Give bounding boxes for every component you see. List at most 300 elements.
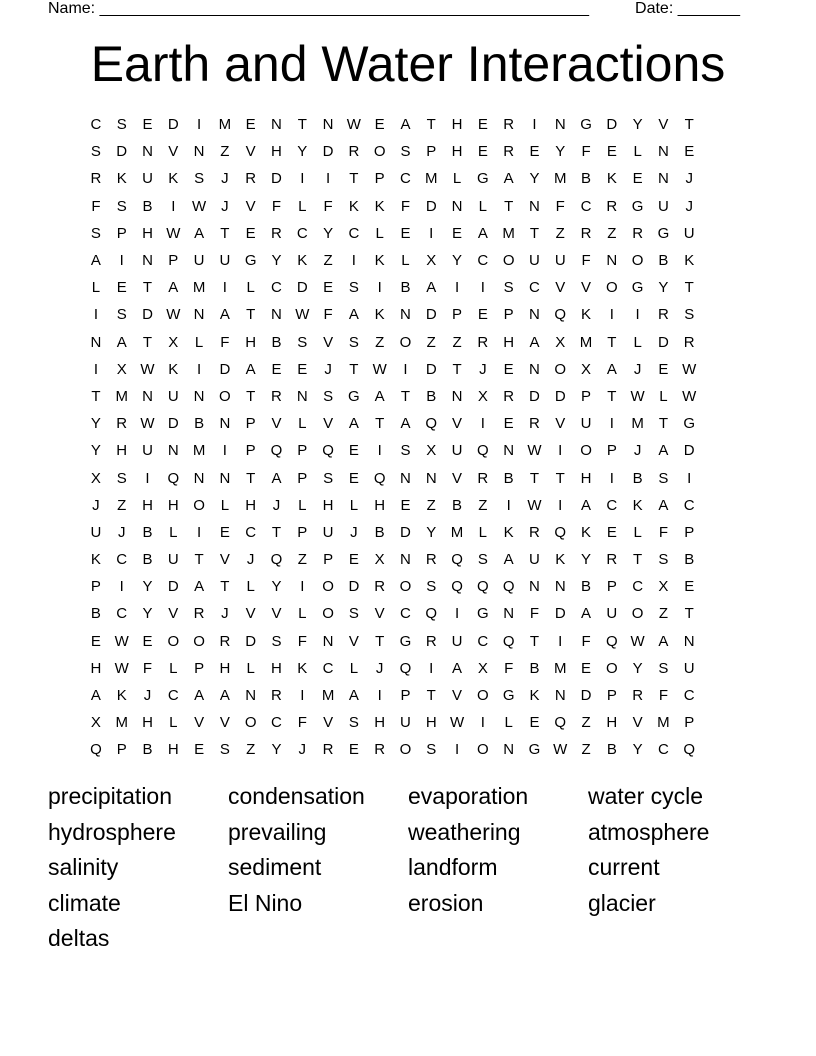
- grid-letter[interactable]: H: [606, 714, 618, 732]
- grid-letter[interactable]: D: [296, 279, 308, 297]
- grid-letter[interactable]: R: [529, 415, 540, 433]
- grid-letter[interactable]: W: [630, 387, 645, 405]
- grid-letter[interactable]: K: [632, 496, 643, 514]
- grid-letter[interactable]: I: [145, 469, 150, 487]
- grid-letter[interactable]: A: [168, 279, 179, 297]
- grid-letter[interactable]: I: [197, 523, 202, 541]
- grid-letter[interactable]: N: [193, 306, 205, 324]
- grid-letter[interactable]: P: [297, 469, 308, 487]
- grid-letter[interactable]: H: [322, 496, 334, 514]
- grid-letter[interactable]: Q: [477, 442, 489, 460]
- grid-letter[interactable]: S: [348, 279, 359, 297]
- grid-letter[interactable]: T: [684, 116, 694, 134]
- grid-letter[interactable]: I: [558, 442, 563, 460]
- grid-letter[interactable]: V: [581, 279, 592, 297]
- grid-letter[interactable]: Z: [555, 224, 565, 242]
- grid-letter[interactable]: S: [426, 578, 437, 596]
- grid-letter[interactable]: A: [581, 496, 592, 514]
- grid-letter[interactable]: I: [222, 442, 227, 460]
- grid-letter[interactable]: Y: [142, 605, 153, 623]
- grid-letter[interactable]: H: [245, 496, 257, 514]
- grid-letter[interactable]: D: [554, 605, 566, 623]
- grid-letter[interactable]: T: [607, 387, 617, 405]
- grid-letter[interactable]: T: [529, 469, 540, 487]
- grid-letter[interactable]: Z: [375, 333, 385, 351]
- grid-letter[interactable]: L: [349, 659, 359, 677]
- grid-letter[interactable]: A: [219, 687, 230, 705]
- grid-letter[interactable]: W: [114, 659, 129, 677]
- grid-letter[interactable]: Q: [477, 578, 489, 596]
- grid-letter[interactable]: B: [684, 551, 695, 569]
- grid-letter[interactable]: P: [116, 741, 127, 759]
- grid-letter[interactable]: X: [116, 360, 127, 378]
- grid-letter[interactable]: Y: [271, 741, 282, 759]
- grid-letter[interactable]: E: [452, 224, 463, 242]
- grid-letter[interactable]: N: [503, 741, 515, 759]
- grid-letter[interactable]: R: [116, 415, 128, 433]
- grid-letter[interactable]: K: [168, 170, 179, 188]
- grid-letter[interactable]: V: [323, 714, 334, 732]
- grid-letter[interactable]: I: [454, 605, 460, 623]
- grid-letter[interactable]: W: [295, 306, 310, 324]
- grid-letter[interactable]: G: [477, 605, 489, 623]
- grid-letter[interactable]: S: [658, 659, 669, 677]
- grid-letter[interactable]: D: [167, 415, 179, 433]
- grid-letter[interactable]: L: [298, 605, 307, 623]
- grid-letter[interactable]: E: [348, 469, 359, 487]
- grid-letter[interactable]: S: [194, 170, 205, 188]
- grid-letter[interactable]: C: [348, 224, 360, 242]
- grid-letter[interactable]: E: [374, 116, 385, 134]
- grid-letter[interactable]: H: [451, 116, 463, 134]
- grid-letter[interactable]: J: [92, 496, 100, 514]
- grid-letter[interactable]: S: [116, 116, 127, 134]
- grid-letter[interactable]: B: [271, 333, 282, 351]
- grid-letter[interactable]: I: [300, 170, 305, 188]
- grid-letter[interactable]: T: [142, 333, 153, 351]
- grid-letter[interactable]: V: [219, 714, 230, 732]
- grid-letter[interactable]: R: [477, 333, 489, 351]
- grid-letter[interactable]: F: [297, 714, 307, 732]
- grid-letter[interactable]: L: [298, 415, 307, 433]
- grid-letter[interactable]: J: [221, 197, 229, 215]
- grid-letter[interactable]: Y: [426, 523, 437, 541]
- grid-letter[interactable]: P: [245, 415, 256, 433]
- grid-letter[interactable]: E: [606, 523, 617, 541]
- grid-letter[interactable]: M: [579, 333, 593, 351]
- grid-letter[interactable]: I: [454, 741, 460, 759]
- grid-letter[interactable]: J: [375, 659, 384, 677]
- grid-letter[interactable]: W: [682, 360, 697, 378]
- grid-letter[interactable]: A: [271, 469, 282, 487]
- grid-letter[interactable]: A: [658, 496, 669, 514]
- grid-letter[interactable]: N: [142, 143, 153, 161]
- grid-letter[interactable]: W: [372, 360, 387, 378]
- date-field[interactable]: Date: _______: [635, 0, 740, 17]
- grid-letter[interactable]: I: [222, 279, 227, 297]
- grid-letter[interactable]: N: [322, 116, 334, 134]
- grid-letter[interactable]: U: [322, 523, 334, 541]
- grid-letter[interactable]: C: [477, 632, 489, 650]
- grid-letter[interactable]: R: [658, 306, 669, 324]
- grid-letter[interactable]: N: [271, 306, 282, 324]
- grid-letter[interactable]: E: [658, 360, 669, 378]
- grid-letter[interactable]: M: [192, 279, 206, 297]
- grid-letter[interactable]: F: [555, 197, 565, 215]
- grid-letter[interactable]: D: [580, 687, 592, 705]
- grid-letter[interactable]: A: [503, 551, 514, 569]
- grid-letter[interactable]: U: [400, 714, 411, 732]
- grid-letter[interactable]: N: [219, 469, 231, 487]
- grid-letter[interactable]: B: [632, 469, 643, 487]
- grid-letter[interactable]: A: [529, 333, 540, 351]
- grid-letter[interactable]: R: [271, 387, 282, 405]
- grid-letter[interactable]: L: [169, 659, 178, 677]
- grid-letter[interactable]: D: [116, 143, 128, 161]
- grid-letter[interactable]: V: [194, 714, 205, 732]
- grid-letter[interactable]: I: [403, 360, 408, 378]
- grid-letter[interactable]: W: [682, 387, 697, 405]
- grid-letter[interactable]: R: [348, 143, 360, 161]
- grid-letter[interactable]: R: [632, 224, 644, 242]
- grid-letter[interactable]: A: [426, 279, 437, 297]
- grid-letter[interactable]: U: [167, 551, 179, 569]
- grid-letter[interactable]: K: [503, 523, 514, 541]
- grid-letter[interactable]: S: [219, 741, 230, 759]
- grid-letter[interactable]: M: [425, 170, 438, 188]
- grid-letter[interactable]: Z: [658, 605, 669, 623]
- grid-letter[interactable]: T: [220, 578, 230, 596]
- grid-letter[interactable]: L: [246, 659, 255, 677]
- grid-letter[interactable]: Z: [117, 496, 127, 514]
- grid-letter[interactable]: E: [684, 578, 695, 596]
- grid-letter[interactable]: X: [658, 578, 669, 596]
- grid-letter[interactable]: I: [377, 442, 382, 460]
- grid-letter[interactable]: B: [581, 578, 592, 596]
- grid-letter[interactable]: I: [480, 415, 485, 433]
- grid-letter[interactable]: A: [348, 687, 359, 705]
- grid-letter[interactable]: T: [297, 116, 307, 134]
- grid-letter[interactable]: L: [478, 523, 488, 541]
- grid-letter[interactable]: E: [477, 306, 488, 324]
- grid-letter[interactable]: Y: [632, 116, 643, 134]
- grid-letter[interactable]: M: [631, 415, 644, 433]
- grid-letter[interactable]: C: [90, 116, 102, 134]
- grid-letter[interactable]: Y: [658, 279, 669, 297]
- grid-letter[interactable]: C: [271, 279, 282, 297]
- grid-letter[interactable]: V: [658, 116, 669, 134]
- grid-letter[interactable]: S: [323, 387, 334, 405]
- grid-letter[interactable]: N: [529, 197, 540, 215]
- grid-letter[interactable]: Q: [399, 659, 412, 677]
- grid-letter[interactable]: T: [375, 415, 385, 433]
- grid-letter[interactable]: P: [400, 687, 411, 705]
- grid-letter[interactable]: Q: [425, 605, 438, 623]
- grid-letter[interactable]: G: [631, 197, 644, 215]
- grid-letter[interactable]: E: [142, 632, 153, 650]
- grid-letter[interactable]: R: [632, 687, 644, 705]
- grid-letter[interactable]: N: [193, 387, 205, 405]
- grid-letter[interactable]: H: [580, 469, 592, 487]
- grid-letter[interactable]: Q: [451, 551, 463, 569]
- grid-letter[interactable]: S: [477, 551, 488, 569]
- grid-letter[interactable]: R: [503, 387, 515, 405]
- grid-letter[interactable]: X: [426, 252, 437, 270]
- grid-letter[interactable]: O: [631, 252, 644, 270]
- grid-letter[interactable]: F: [658, 523, 669, 541]
- grid-letter[interactable]: F: [297, 632, 307, 650]
- grid-letter[interactable]: I: [377, 279, 382, 297]
- grid-letter[interactable]: L: [478, 197, 488, 215]
- grid-letter[interactable]: Z: [478, 496, 488, 514]
- grid-letter[interactable]: U: [683, 224, 695, 242]
- grid-letter[interactable]: Y: [142, 578, 153, 596]
- grid-letter[interactable]: B: [503, 469, 514, 487]
- grid-letter[interactable]: L: [401, 252, 410, 270]
- grid-letter[interactable]: A: [245, 360, 256, 378]
- grid-letter[interactable]: V: [374, 605, 385, 623]
- grid-letter[interactable]: K: [374, 306, 385, 324]
- grid-letter[interactable]: C: [296, 224, 308, 242]
- grid-letter[interactable]: N: [271, 116, 282, 134]
- grid-letter[interactable]: E: [90, 632, 101, 650]
- grid-letter[interactable]: T: [375, 632, 385, 650]
- grid-letter[interactable]: R: [425, 632, 437, 650]
- grid-letter[interactable]: N: [322, 632, 334, 650]
- grid-letter[interactable]: I: [532, 116, 537, 134]
- grid-letter[interactable]: E: [529, 714, 540, 732]
- grid-letter[interactable]: N: [167, 442, 179, 460]
- grid-letter[interactable]: I: [454, 279, 460, 297]
- grid-letter[interactable]: C: [683, 687, 695, 705]
- grid-letter[interactable]: L: [169, 523, 178, 541]
- grid-letter[interactable]: E: [194, 741, 205, 759]
- grid-letter[interactable]: L: [220, 496, 230, 514]
- grid-letter[interactable]: I: [558, 632, 563, 650]
- grid-letter[interactable]: J: [117, 523, 126, 541]
- grid-letter[interactable]: U: [529, 252, 540, 270]
- grid-letter[interactable]: P: [503, 306, 514, 324]
- grid-letter[interactable]: P: [606, 442, 617, 460]
- grid-letter[interactable]: C: [580, 197, 592, 215]
- grid-letter[interactable]: U: [142, 170, 153, 188]
- grid-letter[interactable]: Z: [220, 143, 230, 161]
- grid-letter[interactable]: Q: [554, 306, 567, 324]
- grid-letter[interactable]: N: [90, 333, 102, 351]
- grid-letter[interactable]: W: [449, 714, 465, 732]
- grid-letter[interactable]: K: [297, 252, 308, 270]
- grid-letter[interactable]: F: [658, 687, 669, 705]
- grid-letter[interactable]: D: [554, 387, 566, 405]
- grid-letter[interactable]: K: [581, 523, 592, 541]
- grid-letter[interactable]: S: [348, 714, 359, 732]
- grid-letter[interactable]: N: [219, 415, 231, 433]
- grid-letter[interactable]: Q: [683, 741, 696, 759]
- grid-letter[interactable]: N: [142, 252, 153, 270]
- grid-letter[interactable]: F: [323, 306, 333, 324]
- grid-letter[interactable]: Z: [581, 714, 591, 732]
- grid-letter[interactable]: Y: [90, 442, 101, 460]
- grid-letter[interactable]: T: [658, 415, 669, 433]
- grid-letter[interactable]: A: [194, 224, 205, 242]
- grid-letter[interactable]: F: [220, 333, 230, 351]
- grid-letter[interactable]: Z: [426, 496, 436, 514]
- grid-letter[interactable]: S: [658, 469, 669, 487]
- grid-letter[interactable]: E: [477, 143, 488, 161]
- grid-letter[interactable]: A: [581, 605, 592, 623]
- grid-letter[interactable]: Z: [323, 252, 333, 270]
- grid-letter[interactable]: N: [400, 306, 411, 324]
- grid-letter[interactable]: N: [683, 632, 695, 650]
- grid-letter[interactable]: M: [502, 224, 515, 242]
- grid-letter[interactable]: T: [142, 279, 153, 297]
- grid-letter[interactable]: L: [504, 714, 513, 732]
- grid-letter[interactable]: G: [244, 252, 257, 270]
- grid-letter[interactable]: A: [348, 415, 359, 433]
- name-field[interactable]: Name: _______________________________________________________: [48, 0, 589, 17]
- grid-letter[interactable]: T: [246, 469, 256, 487]
- grid-letter[interactable]: P: [606, 578, 617, 596]
- grid-letter[interactable]: R: [529, 523, 540, 541]
- grid-letter[interactable]: D: [529, 387, 540, 405]
- grid-letter[interactable]: X: [90, 469, 101, 487]
- grid-letter[interactable]: S: [116, 197, 127, 215]
- grid-letter[interactable]: E: [400, 496, 411, 514]
- grid-letter[interactable]: E: [684, 143, 695, 161]
- grid-letter[interactable]: Q: [425, 415, 438, 433]
- grid-letter[interactable]: V: [452, 469, 463, 487]
- grid-letter[interactable]: D: [658, 333, 669, 351]
- grid-letter[interactable]: O: [477, 687, 489, 705]
- grid-letter[interactable]: U: [451, 632, 463, 650]
- grid-letter[interactable]: C: [683, 496, 695, 514]
- grid-letter[interactable]: E: [348, 551, 359, 569]
- grid-letter[interactable]: I: [300, 578, 305, 596]
- grid-letter[interactable]: Z: [452, 333, 462, 351]
- grid-letter[interactable]: M: [553, 170, 567, 188]
- grid-letter[interactable]: P: [606, 687, 617, 705]
- grid-letter[interactable]: Q: [554, 714, 567, 732]
- grid-letter[interactable]: Y: [297, 143, 308, 161]
- grid-letter[interactable]: T: [504, 197, 514, 215]
- grid-letter[interactable]: O: [322, 605, 334, 623]
- grid-letter[interactable]: E: [477, 116, 488, 134]
- grid-letter[interactable]: Y: [90, 415, 101, 433]
- grid-letter[interactable]: K: [684, 252, 695, 270]
- grid-letter[interactable]: Y: [632, 741, 643, 759]
- grid-letter[interactable]: Q: [373, 469, 386, 487]
- grid-letter[interactable]: N: [245, 687, 257, 705]
- grid-letter[interactable]: O: [631, 605, 644, 623]
- grid-letter[interactable]: L: [633, 143, 642, 161]
- grid-letter[interactable]: D: [245, 632, 257, 650]
- grid-letter[interactable]: X: [477, 659, 488, 677]
- grid-letter[interactable]: O: [399, 333, 412, 351]
- grid-letter[interactable]: N: [503, 442, 515, 460]
- grid-letter[interactable]: L: [349, 496, 359, 514]
- grid-letter[interactable]: B: [658, 252, 669, 270]
- grid-letter[interactable]: A: [452, 659, 463, 677]
- grid-letter[interactable]: K: [374, 197, 385, 215]
- grid-letter[interactable]: W: [346, 116, 361, 134]
- grid-letter[interactable]: D: [219, 360, 231, 378]
- grid-letter[interactable]: C: [400, 605, 411, 623]
- grid-letter[interactable]: C: [167, 687, 179, 705]
- grid-letter[interactable]: E: [632, 170, 643, 188]
- grid-letter[interactable]: A: [477, 224, 488, 242]
- grid-letter[interactable]: S: [348, 605, 359, 623]
- grid-letter[interactable]: O: [606, 279, 618, 297]
- grid-letter[interactable]: I: [377, 687, 382, 705]
- grid-letter[interactable]: H: [271, 659, 282, 677]
- grid-letter[interactable]: A: [90, 687, 101, 705]
- grid-letter[interactable]: R: [271, 224, 282, 242]
- grid-letter[interactable]: N: [400, 469, 411, 487]
- grid-letter[interactable]: V: [323, 415, 334, 433]
- grid-letter[interactable]: J: [221, 170, 229, 188]
- grid-letter[interactable]: Y: [271, 578, 282, 596]
- grid-letter[interactable]: H: [142, 496, 153, 514]
- grid-letter[interactable]: N: [503, 605, 515, 623]
- grid-letter[interactable]: B: [606, 741, 617, 759]
- grid-letter[interactable]: Q: [606, 632, 618, 650]
- grid-letter[interactable]: U: [606, 605, 618, 623]
- grid-letter[interactable]: P: [168, 252, 179, 270]
- grid-letter[interactable]: M: [450, 523, 464, 541]
- grid-letter[interactable]: L: [659, 387, 668, 405]
- grid-letter[interactable]: U: [219, 252, 231, 270]
- grid-letter[interactable]: Y: [581, 551, 592, 569]
- grid-letter[interactable]: O: [554, 360, 567, 378]
- grid-letter[interactable]: W: [553, 741, 568, 759]
- grid-letter[interactable]: H: [503, 333, 515, 351]
- grid-letter[interactable]: E: [581, 659, 592, 677]
- grid-letter[interactable]: Q: [90, 741, 102, 759]
- grid-letter[interactable]: R: [374, 741, 386, 759]
- grid-letter[interactable]: L: [633, 333, 642, 351]
- grid-letter[interactable]: A: [348, 306, 359, 324]
- grid-letter[interactable]: L: [298, 496, 307, 514]
- grid-letter[interactable]: O: [322, 578, 334, 596]
- grid-letter[interactable]: V: [348, 632, 359, 650]
- grid-letter[interactable]: C: [116, 551, 128, 569]
- grid-letter[interactable]: B: [400, 279, 411, 297]
- grid-letter[interactable]: X: [477, 387, 488, 405]
- grid-letter[interactable]: T: [426, 116, 436, 134]
- grid-letter[interactable]: K: [297, 659, 308, 677]
- grid-letter[interactable]: I: [480, 714, 485, 732]
- grid-letter[interactable]: V: [452, 415, 463, 433]
- grid-letter[interactable]: O: [193, 496, 205, 514]
- grid-letter[interactable]: C: [116, 605, 128, 623]
- grid-letter[interactable]: R: [271, 687, 282, 705]
- grid-letter[interactable]: Q: [270, 442, 283, 460]
- grid-letter[interactable]: C: [322, 659, 334, 677]
- grid-letter[interactable]: V: [219, 551, 230, 569]
- grid-letter[interactable]: Y: [452, 252, 463, 270]
- grid-letter[interactable]: M: [192, 442, 206, 460]
- grid-letter[interactable]: J: [633, 442, 642, 460]
- grid-letter[interactable]: X: [374, 551, 385, 569]
- grid-letter[interactable]: J: [324, 360, 332, 378]
- grid-letter[interactable]: Q: [270, 551, 283, 569]
- grid-letter[interactable]: F: [400, 197, 411, 215]
- grid-letter[interactable]: Z: [581, 741, 591, 759]
- grid-letter[interactable]: I: [119, 578, 124, 596]
- grid-letter[interactable]: U: [529, 551, 540, 569]
- grid-letter[interactable]: M: [321, 687, 335, 705]
- grid-letter[interactable]: E: [348, 442, 359, 460]
